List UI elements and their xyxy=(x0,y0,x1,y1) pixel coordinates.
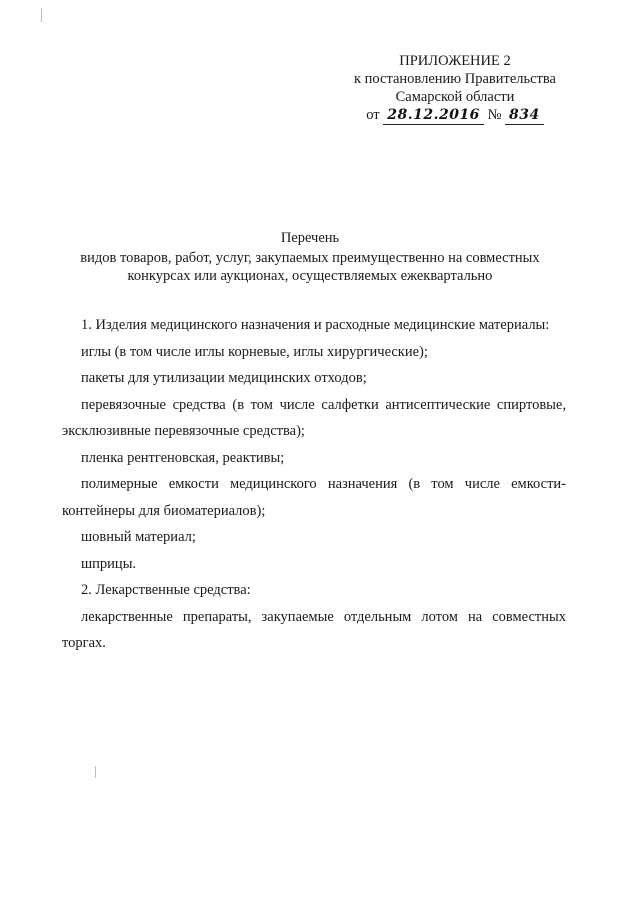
number-label: № xyxy=(487,107,502,123)
document-title xyxy=(60,229,560,285)
from-label: от xyxy=(366,107,380,123)
list-item-dressings: перевязочные средства (в том числе салфетки антисептические спиртовые, эксклюзивные перевязочные средства); xyxy=(62,396,566,439)
appendix-region-line: Самарской области xyxy=(395,89,515,105)
title-line-2: видов товаров, работ, услуг, закупаемых преимущественно на совместных xyxy=(80,250,540,266)
appendix-title: ПРИЛОЖЕНИЕ 2 xyxy=(399,53,511,69)
scan-mark-bottom xyxy=(95,766,96,778)
appendix-decree-line: к постановлению Правительства xyxy=(354,71,556,87)
handwritten-date: 28.12.2016 xyxy=(383,106,484,125)
section-2-heading: 2. Лекарственные средства: xyxy=(81,582,251,598)
appendix-date-number-line xyxy=(330,106,580,125)
title-line-3: конкурсах или аукционах, осуществляемых ежеквартально xyxy=(127,268,493,284)
list-item-drugs: лекарственные препараты, закупаемые отдельным лотом на совместных торгах. xyxy=(62,608,566,651)
appendix-header xyxy=(330,52,580,125)
scan-mark-top xyxy=(41,8,42,22)
handwritten-number: 834 xyxy=(505,106,544,125)
list-item-suture: шовный материал; xyxy=(81,529,196,545)
list-item-syringes: шприцы. xyxy=(81,555,137,572)
section-1-heading: 1. Изделия медицинского назначения и расходные медицинские материалы: xyxy=(81,317,550,333)
list-item-waste-bags: пакеты для утилизации медицинских отходов; xyxy=(81,370,367,386)
list-item-needles: иглы (в том числе иглы корневые, иглы хирургические); xyxy=(81,343,428,360)
list-item-xray-film: пленка рентгеновская, реактивы; xyxy=(81,449,285,466)
title-word: Перечень xyxy=(280,230,340,246)
list-item-polymer-containers: полимерные емкости медицинского назначения (в том числе емкости-контейнеры для биоматериалов); xyxy=(62,476,566,519)
document-body xyxy=(62,312,566,657)
